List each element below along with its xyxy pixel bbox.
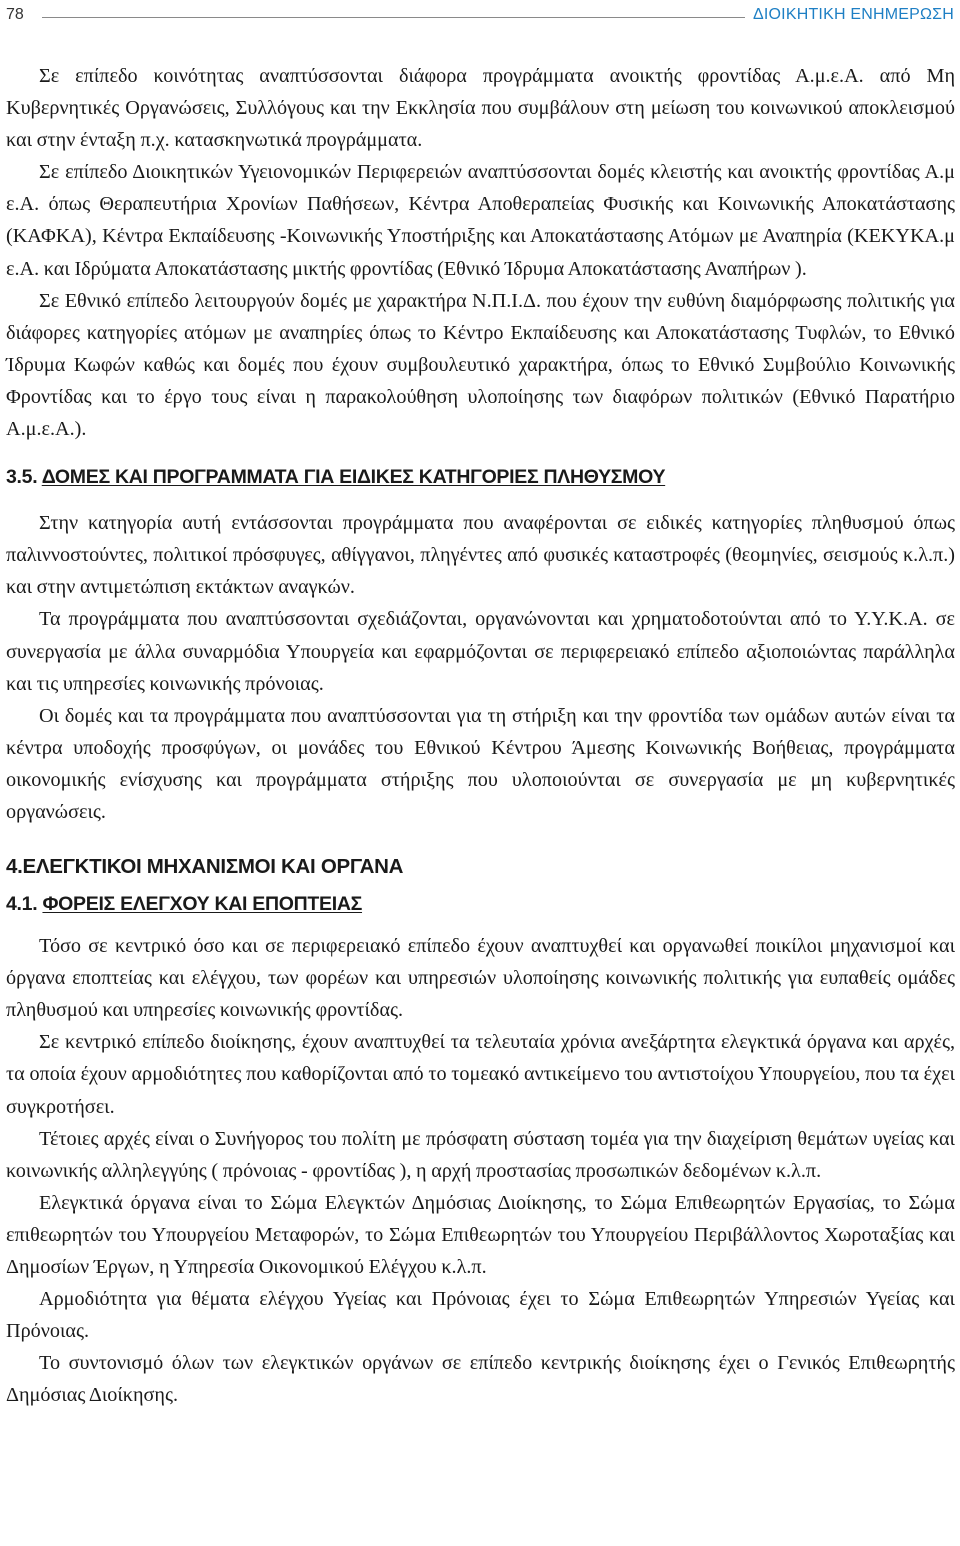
section-number: 3.5. bbox=[6, 466, 38, 489]
paragraph-community-programs: Σε επίπεδο κοινότητας αναπτύσσονται διάφορα προγράμματα ανοικτής φροντίδας Α.μ.ε.Α. από Μη Κυβερνητικές Οργανώσεις, Συλλόγους και την Εκκλησία που συμβάλουν στη μείωση του κοινωνικού αποκλεισμού και στην ένταξη π.χ. κατασκηνωτικά προγράμματα. bbox=[6, 65, 955, 152]
section-title: ΔΟΜΕΣ ΚΑΙ ΠΡΟΓΡΑΜΜΑΤΑ ΓΙΑ ΕΙΔΙΚΕΣ ΚΑΤΗΓΟΡΙΕΣ ΠΛΗΘΥΣΜΟΥ bbox=[41, 466, 666, 489]
paragraph-regional-structures: Σε επίπεδο Διοικητικών Υγειονομικών Περιφερειών αναπτύσσονται δομές κλειστής και ανοικτής φροντίδας Α.μ ε.Α. όπως Θεραπευτήρια Χρονίων Παθήσεων, Κέντρα Αποθεραπείας Φυσικής και Κοινωνικής Αποκατάστασης (ΚΑΦΚΑ), Κέντρα Εκπαίδευσης -Κοινωνικής Υποστήριξης και Αποκατάστασης Ατόμων με Αναπηρία (ΚΕΚΥΚΑ.μ ε.Α. και Ιδρύματα Αποκατάστασης μικτής φροντίδας (Εθνικό Ίδρυμα Αποκατάστασης Αναπήρων ). bbox=[6, 161, 955, 280]
paragraph-health-welfare-inspectors: Αρμοδιότητα για θέματα ελέγχου Υγείας και Πρόνοιας έχει το Σώμα Επιθεωρητών Υπηρεσιών Υγείας και Πρόνοιας. bbox=[6, 1288, 955, 1343]
paragraph-support-structures: Οι δομές και τα προγράμματα που αναπτύσσονται για τη στήριξη και την φροντίδα των ομάδων αυτών είναι τα κέντρα υποδοχής προσφύγων, οι μονάδες του Εθνικού Κέντρου Άμεσης Κοινωνικής Βοήθειας, προγράμματα οικονομικής ενίσχυσης και προγράμματα στήριξης που υλοποιούνται σε συνεργασία με μη κυβερνητικές οργανώσεις. bbox=[6, 704, 955, 823]
running-title: ΔΙΟΙΚΗΤΙΚΗ ΕΝΗΜΕΡΩΣΗ bbox=[753, 6, 954, 23]
paragraph-independent-authorities: Σε κεντρικό επίπεδο διοίκησης, έχουν αναπτυχθεί τα τελευταία χρόνια ανεξάρτητα ελεγκτικά όργανα και αρχές, τα οποία έχουν αρμοδιότητες που καθορίζονται από το τομεακό αντικείμενο του αντιστοίχου Υπουργείου, που τα έχει συγκροτήσει. bbox=[6, 1031, 955, 1118]
header-rule bbox=[42, 17, 745, 18]
paragraph-inspection-bodies: Ελεγκτικά όργανα είναι το Σώμα Ελεγκτών Δημόσιας Διοίκησης, το Σώμα Επιθεωρητών Εργασίας, το Σώμα επιθεωρητών του Υπουργείου Μεταφορών, το Σώμα Επιθεωρητών του Υπουργείου Περιβάλλοντος Χωροταξίας και Δημοσίων Έργων, η Υπηρεσία Οικονομικού Ελέγχου κ.λ.π. bbox=[6, 1191, 955, 1278]
paragraph-national-structures: Σε Εθνικό επίπεδο λειτουργούν δομές με χαρακτήρα Ν.Π.Ι.Δ. που έχουν την ευθύνη διαμόρφωσης πολιτικής για διάφορες κατηγορίες ατόμων με αναπηρίες όπως το Κέντρο Εκπαίδευσης και Αποκατάστασης Τυφλών, το Εθνικό Ίδρυμα Κωφών καθώς και δομές που έχουν συμβουλευτικό χαρακτήρα, όπως το Εθνικό Συμβούλιο Κοινωνικής Φροντίδας και το έργο τους είναι η παρακολούθηση υλοποίησης των διαφόρων πολιτικών (Εθνικό Παρατήριο Α.μ.ε.Α.). bbox=[6, 289, 955, 441]
paragraph-general-inspector: Το συντονισμό όλων των ελεγκτικών οργάνων σε επίπεδο κεντρικής διοίκησης έχει ο Γενικός Επιθεωρητής Δημόσιας Διοίκησης. bbox=[6, 1352, 955, 1407]
paragraph-program-planning: Τα προγράμματα που αναπτύσσονται σχεδιάζονται, οργανώνονται και χρηματοδοτούνται από το Υ.Υ.Κ.Α. σε συνεργασία με άλλα συναρμόδια Υπουργεία και εφαρμόζονται σε περιφερειακό επίπεδο αξιοποιώντας παράλληλα και τις υπηρεσίες κοινωνικής πρόνοιας. bbox=[6, 608, 955, 695]
section-title: ΦΟΡΕΙΣ ΕΛΕΓΧΟΥ ΚΑΙ ΕΠΟΠΤΕΙΑΣ bbox=[42, 893, 363, 916]
paragraph-oversight-mechanisms: Τόσο σε κεντρικό όσο και σε περιφερειακό επίπεδο έχουν αναπτυχθεί και οργανωθεί ποικίλοι μηχανισμοί και όργανα εποπτείας και ελέγχου, των φορέων και υπηρεσιών υλοποίησης κοινωνικής πολιτικής για ευπαθείς ομάδες πληθυσμού και υπηρεσίες κοινωνικής φροντίδας. bbox=[6, 935, 955, 1022]
paragraph-special-categories: Στην κατηγορία αυτή εντάσσονται προγράμματα που αναφέρονται σε ειδικές κατηγορίες πληθυσμού όπως παλιννοστούντες, πολιτικοί πρόσφυγες, αθίγγανοι, πληγέντες από φυσικές καταστροφές (θεομηνίες, σεισμούς κ.λ.π.) και στην αντιμετώπιση εκτάκτων αναγκών. bbox=[6, 512, 955, 599]
page-header bbox=[6, 4, 954, 26]
section-heading-3-5 bbox=[6, 466, 955, 489]
section-heading-4-1 bbox=[6, 893, 955, 916]
document-body bbox=[6, 60, 955, 1411]
paragraph-ombudsman: Τέτοιες αρχές είναι ο Συνήγορος του πολίτη με πρόσφατη σύσταση τομέα για την διαχείριση θεμάτων υγείας και κοινωνικής αλληλεγγύης ( πρόνοιας - φροντίδας ), η αρχή προστασίας προσωπικών δεδομένων κ.λ.π. bbox=[6, 1127, 955, 1182]
section-number: 4.1. bbox=[6, 893, 38, 916]
page-number: 78 bbox=[6, 6, 24, 23]
chapter-heading-4: 4.ΕΛΕΓΚΤΙΚΟΙ ΜΗΧΑΝΙΣΜΟΙ ΚΑΙ ΟΡΓΑΝΑ bbox=[6, 855, 404, 879]
